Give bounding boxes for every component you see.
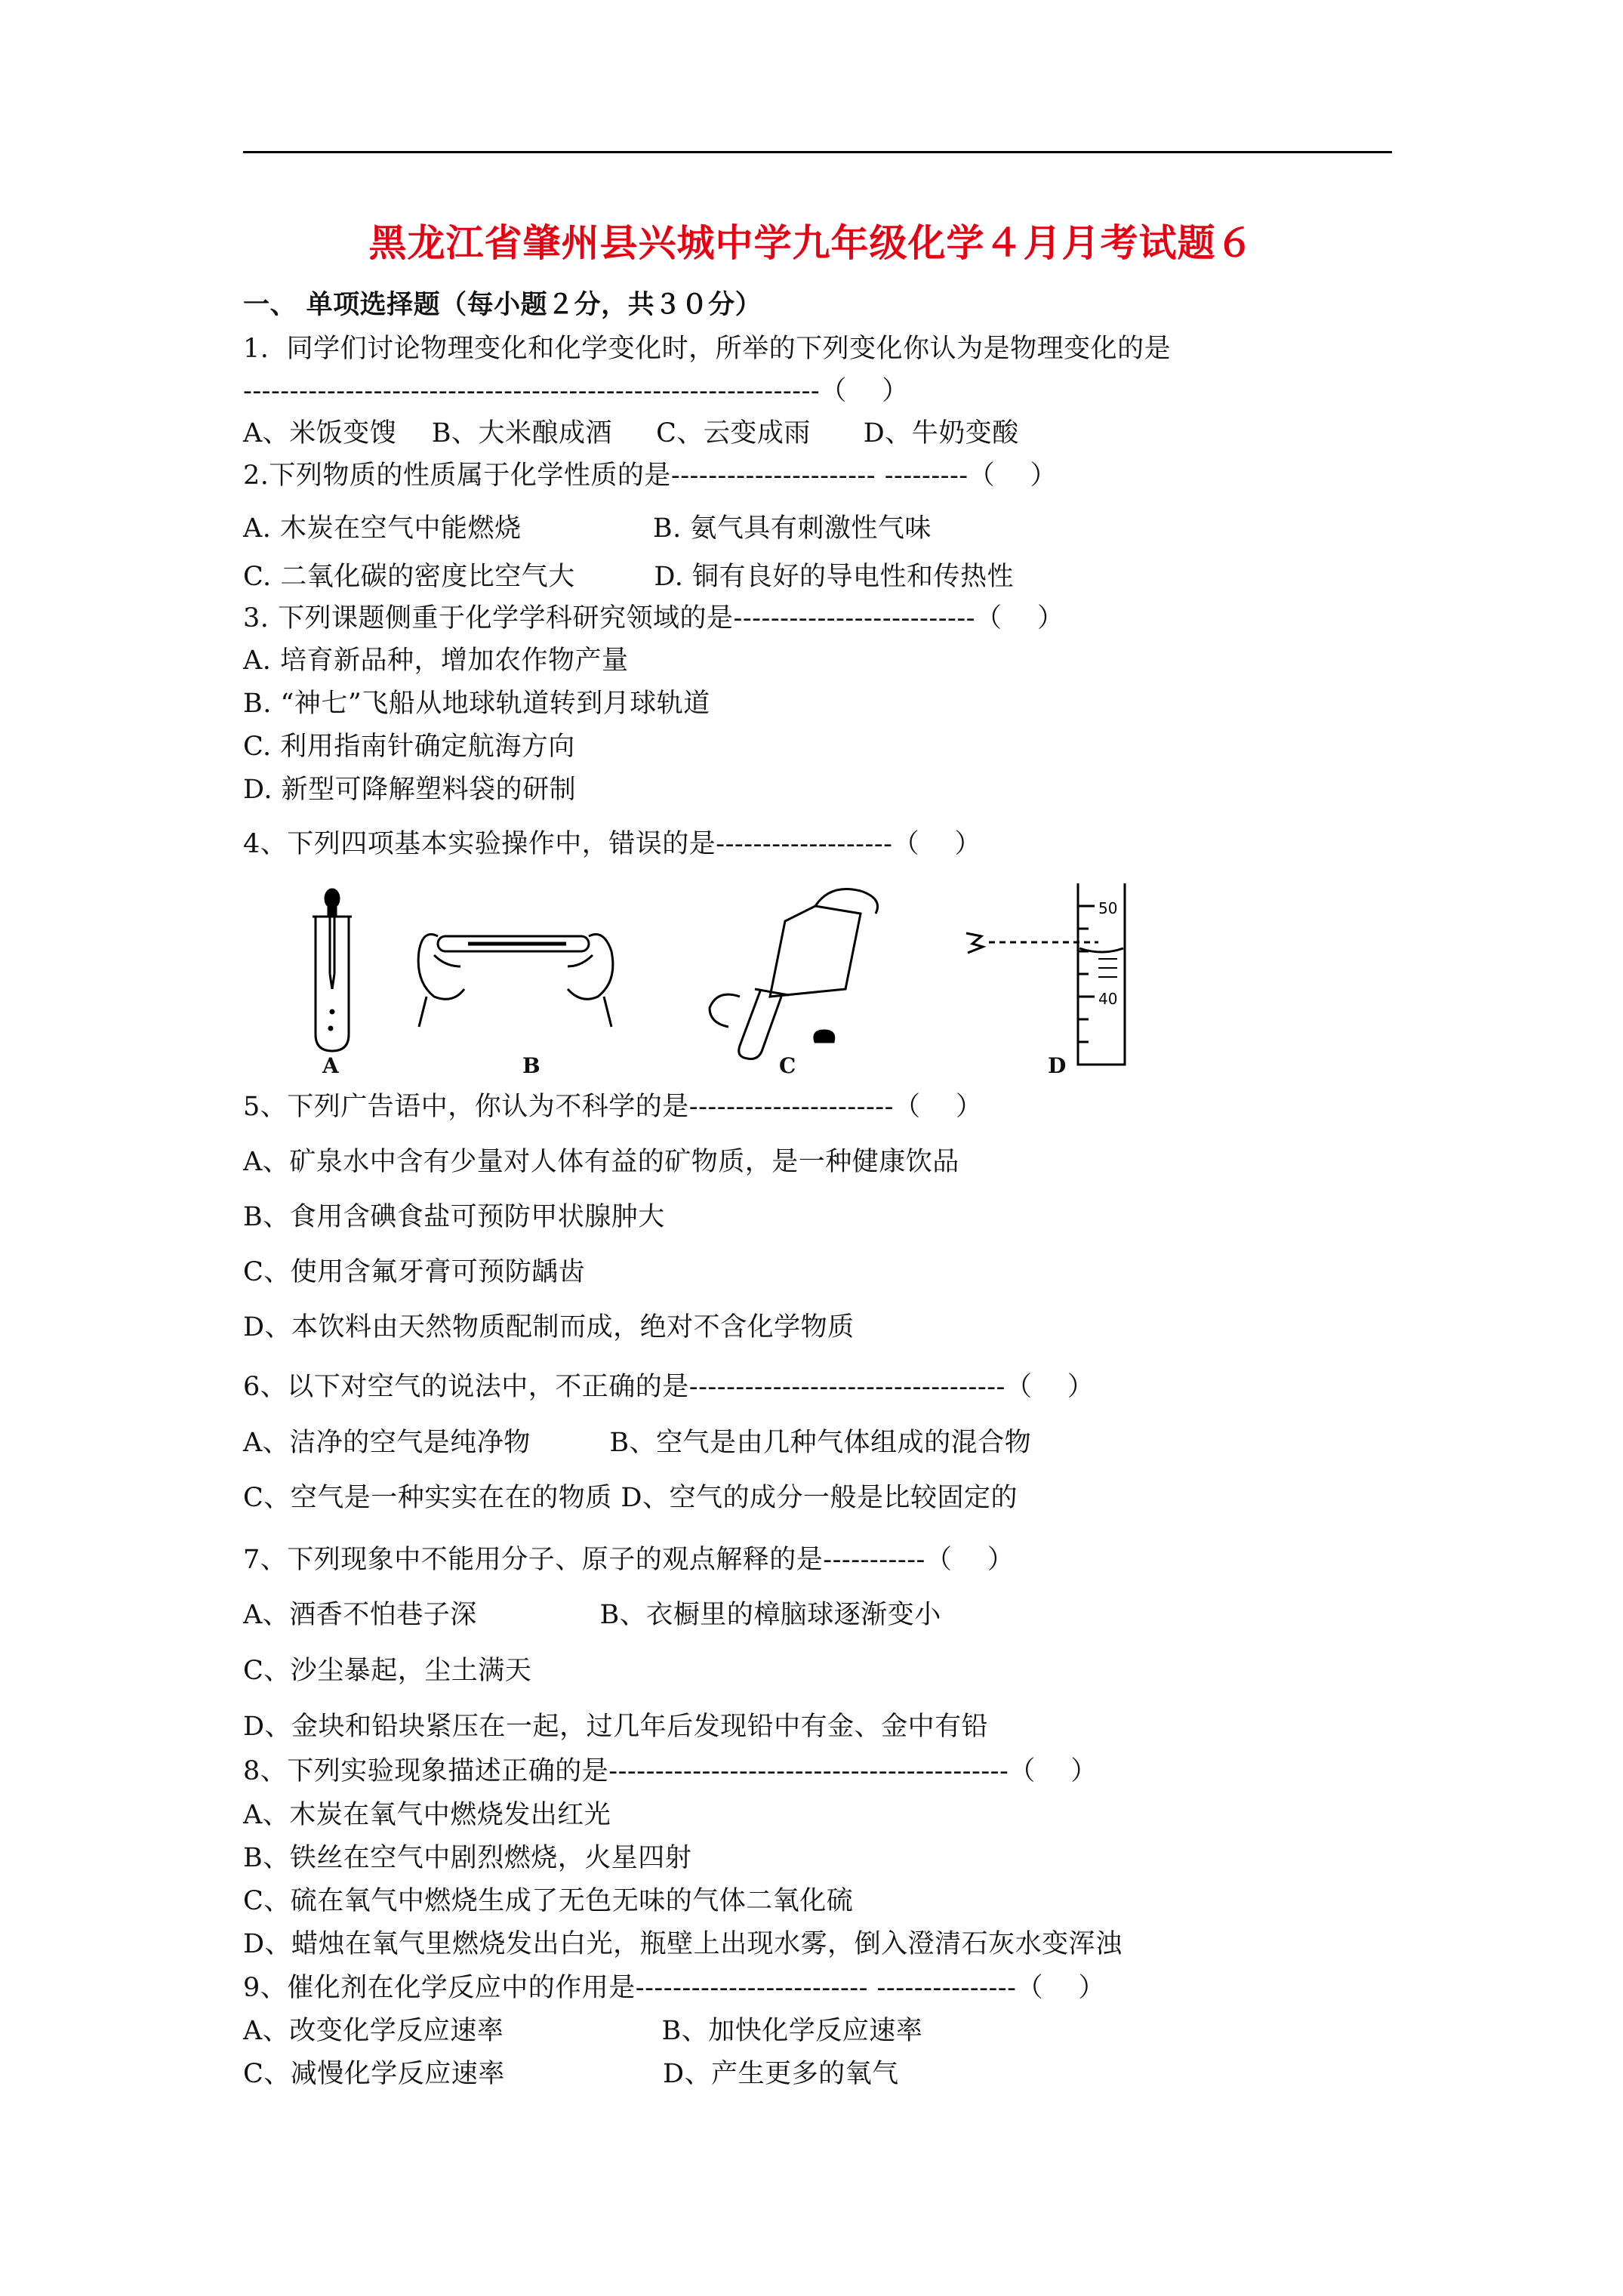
question-5-option-c: C、使用含氟牙膏可预防龋齿	[243, 1257, 586, 1287]
question-4-stem: 4、下列四项基本实验操作中，错误的是-------------------（ ）	[243, 829, 981, 859]
question-6-options-2: C、空气是一种实实在在的物质 D、空气的成分一般是比较固定的	[243, 1483, 1018, 1513]
question-5-option-a: A、矿泉水中含有少量对人体有益的矿物质，是一种健康饮品	[243, 1147, 959, 1177]
question-2-options-2: C. 二氧化碳的密度比空气大 D. 铜有良好的导电性和传热性	[243, 562, 1014, 592]
question-9-options-1: A、改变化学反应速率 B、加快化学反应速率	[243, 2016, 923, 2046]
question-7-option-c: C、沙尘暴起，尘土满天	[243, 1656, 532, 1686]
question-1-stem-cont: --------------------------------------------------------------（ ）	[243, 376, 909, 406]
question-2-stem: 2.下列物质的性质属于化学性质的是---------------------- ---------（ ）	[243, 461, 1058, 491]
question-9-options-2: C、减慢化学反应速率 D、产生更多的氧气	[243, 2059, 899, 2089]
question-3-stem: 3. 下列课题侧重于化学学科研究领域的是--------------------------（ ）	[243, 603, 1064, 633]
question-7-stem: 7、下列现象中不能用分子、原子的观点解释的是-----------（ ）	[243, 1545, 1015, 1575]
question-8-option-c: C、硫在氧气中燃烧生成了无色无味的气体二氧化硫	[243, 1886, 854, 1916]
question-6-stem: 6、以下对空气的说法中，不正确的是----------------------------------（ ）	[243, 1372, 1095, 1402]
question-3-option-b: B. “神七”飞船从地球轨道转到月球轨道	[243, 689, 710, 719]
figure-label-c: C	[779, 1053, 796, 1078]
cylinder-mark-50: 50	[1098, 899, 1118, 917]
page-title: 黑龙江省肇州县兴城中学九年级化学４月月考试题６	[368, 221, 1255, 265]
question-3-option-d: D. 新型可降解塑料袋的研制	[243, 775, 577, 805]
question-5-stem: 5、下列广告语中，你认为不科学的是----------------------（ ）	[243, 1092, 983, 1122]
question-8-stem: 8、下列实验现象描述正确的是-------------------------------------------（ ）	[243, 1756, 1098, 1786]
figure-b-tube-hands	[418, 935, 613, 1028]
question-2-options-1: A. 木炭在空气中能燃烧 B. 氨气具有刺激性气味	[243, 513, 932, 544]
question-3-option-a: A. 培育新品种，增加农作物产量	[243, 646, 629, 676]
question-7-option-ab: A、酒香不怕巷子深 B、衣橱里的樟脑球逐渐变小	[243, 1600, 941, 1630]
question-6-options-1: A、洁净的空气是纯净物 B、空气是由几种气体组成的混合物	[243, 1428, 1032, 1458]
question-5-option-d: D、本饮料由天然物质配制而成，绝对不含化学物质	[243, 1312, 855, 1342]
figure-label-b: B	[522, 1053, 540, 1078]
figure-c-pouring	[710, 889, 878, 1059]
experiment-figure	[287, 883, 1193, 1087]
header-rule	[243, 151, 1392, 153]
cylinder-mark-40: 40	[1098, 990, 1118, 1008]
figure-a-dropper	[313, 889, 352, 1051]
question-8-option-a: A、木炭在氧气中燃烧发出红光	[243, 1800, 611, 1830]
question-9-stem: 9、催化剂在化学反应中的作用是------------------------- ---------------（ ）	[243, 1973, 1105, 2003]
figure-label-a: A	[322, 1053, 339, 1078]
question-3-option-c: C. 利用指南针确定航海方向	[243, 732, 575, 762]
question-5-option-b: B、食用含碘食盐可预防甲状腺肿大	[243, 1202, 665, 1232]
section-heading: 一、 单项选择题（每小题２分，共３０分）	[243, 289, 762, 320]
figure-label-d: D	[1048, 1053, 1067, 1078]
question-8-option-d: D、蜡烛在氧气里燃烧发出白光，瓶壁上出现水雾，倒入澄清石灰水变浑浊	[243, 1929, 1123, 1959]
question-8-option-b: B、铁丝在空气中剧烈燃烧，火星四射	[243, 1843, 692, 1873]
question-1-options: A、米饭变馊 B、大米酿成酒 C、云变成雨 D、牛奶变酸	[243, 418, 1019, 448]
question-7-option-d: D、金块和铅块紧压在一起，过几年后发现铅中有金、金中有铅	[243, 1712, 989, 1742]
question-1-stem: 1. 同学们讨论物理变化和化学变化时，所举的下列变化你认为是物理变化的是	[243, 334, 1172, 364]
